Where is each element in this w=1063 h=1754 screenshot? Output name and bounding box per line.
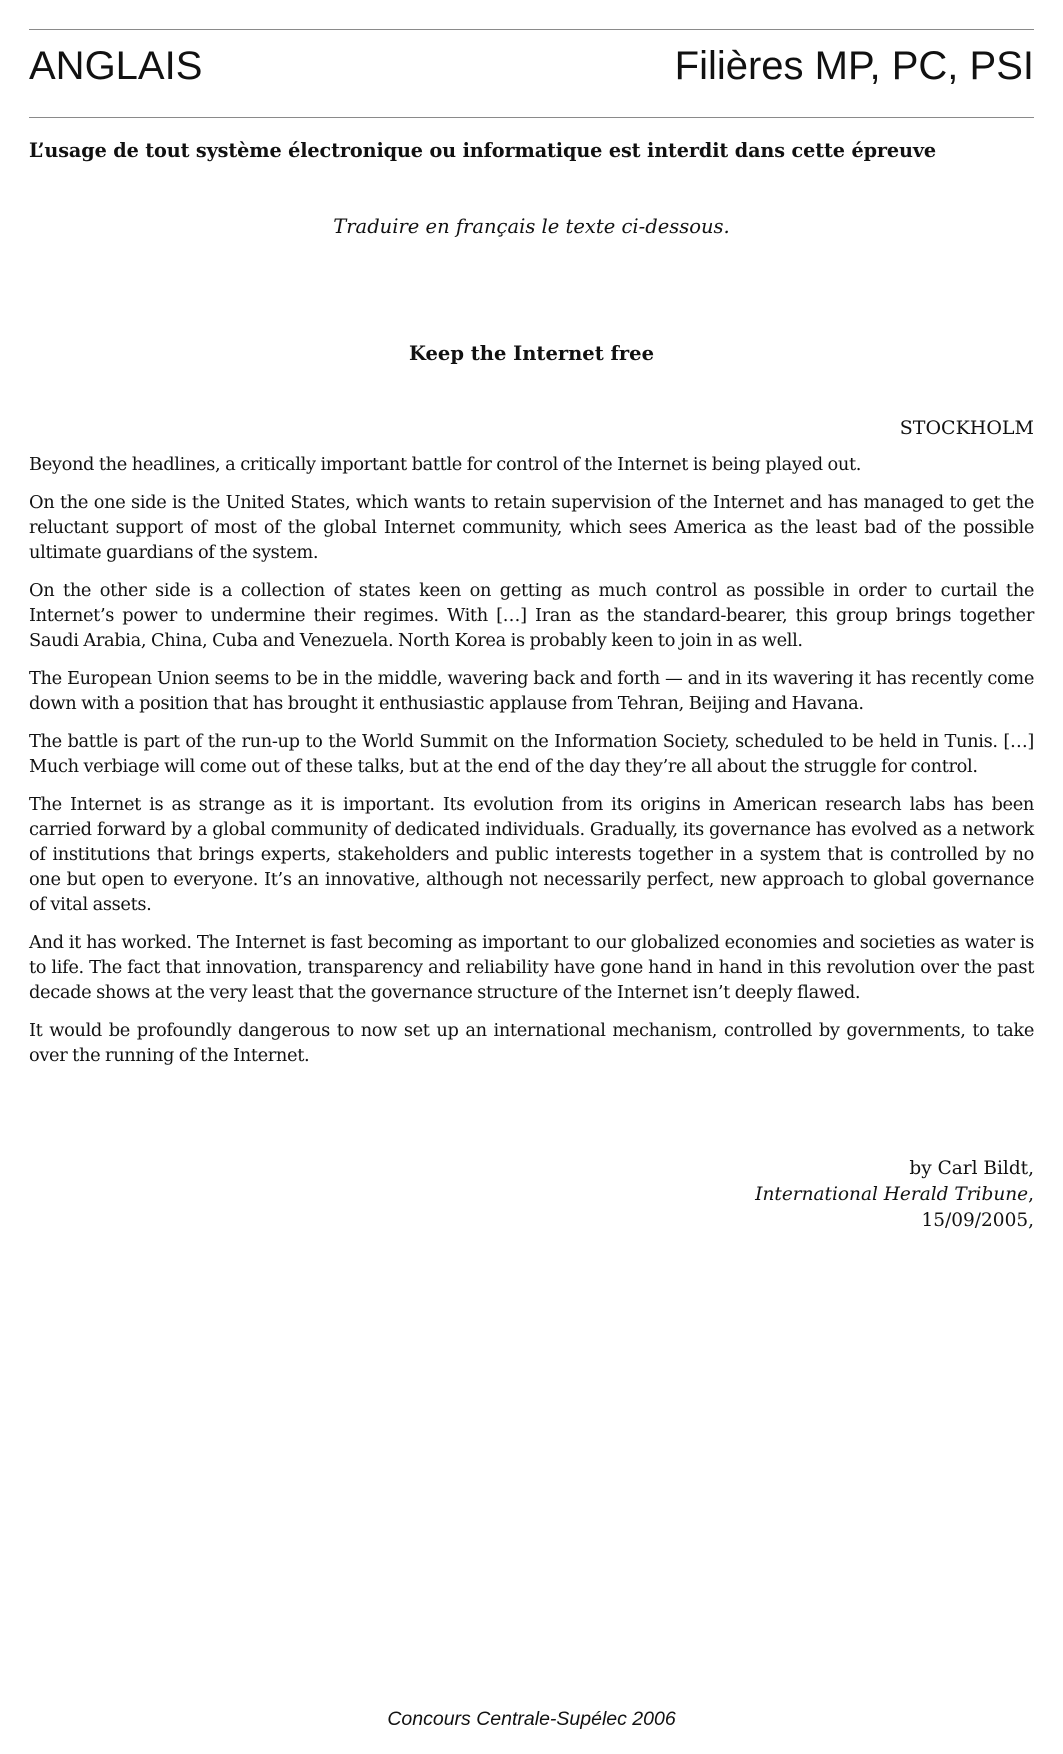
article-title: Keep the Internet free (409, 342, 654, 365)
article-dateline: STOCKHOLM (899, 417, 1034, 439)
paragraph: The Internet is as strange as it is important. Its evolution from its origins in American research labs has been carried forward by a global community of dedicated individuals. Gradually, its governance has evolved as a network of institutions that brings experts, stakeholders and public interests together in a system that is controlled by no one but open to everyone. It’s an innovative, although not necessarily perfect, new approach to global governance of vital assets. (29, 794, 1034, 915)
signature-author: by Carl Bildt, (909, 1158, 1034, 1179)
signature-source: International Herald Tribune (755, 1184, 1029, 1205)
paragraph: The European Union seems to be in the middle, wavering back and forth — and in its wavering it has recently come down with a position that has brought it enthusiastic applause from Tehran, Beijing and Havana. (29, 668, 1034, 714)
article-signature (755, 1156, 1034, 1234)
subject-title: ANGLAIS (29, 44, 203, 88)
article-body (29, 452, 1034, 1081)
translation-instruction: Traduire en français le texte ci-dessous. (333, 215, 730, 238)
page-footer: Concours Centrale-Supélec 2006 (387, 1708, 676, 1730)
signature-source-line (755, 1182, 1034, 1208)
header-top-rule (29, 29, 1034, 30)
paragraph: It would be profoundly dangerous to now set up an international mechanism, controlled by governments, to take over the running of the Internet. (29, 1020, 1034, 1066)
exam-page (29, 0, 1034, 1754)
paragraph: On the one side is the United States, which wants to retain supervision of the Internet and has managed to get the reluctant support of most of the global Internet community, which sees America as the least bad of the possible ultimate guardians of the system. (29, 492, 1034, 563)
page-header (29, 38, 1034, 94)
header-bottom-rule (29, 117, 1034, 118)
signature-date: 15/09/2005, (921, 1210, 1034, 1231)
paragraph: The battle is part of the run-up to the World Summit on the Information Society, scheduled to be held in Tunis. […] Much verbiage will come out of these talks, but at the end of the day they’re all about the struggle for control. (29, 731, 1034, 777)
streams-title: Filières MP, PC, PSI (674, 44, 1034, 88)
electronics-notice: L’usage de tout système électronique ou informatique est interdit dans cette épreuve (29, 139, 937, 162)
paragraph: Beyond the headlines, a critically important battle for control of the Internet is being played out. (29, 454, 862, 475)
paragraph: On the other side is a collection of states keen on getting as much control as possible in order to curtail the Internet’s power to undermine their regimes. With […] Iran as the standard-bearer, this group brings together Saudi Arabia, China, Cuba and Venezuela. North Korea is probably keen to join in as well. (29, 580, 1034, 651)
paragraph: And it has worked. The Internet is fast becoming as important to our globalized economies and societies as water is to life. The fact that innovation, transparency and reliability have gone hand in hand in this revolution over the past decade shows at the very least that the governance structure of the Internet isn’t deeply flawed. (29, 932, 1034, 1003)
signature-source-suffix: , (1028, 1184, 1034, 1205)
